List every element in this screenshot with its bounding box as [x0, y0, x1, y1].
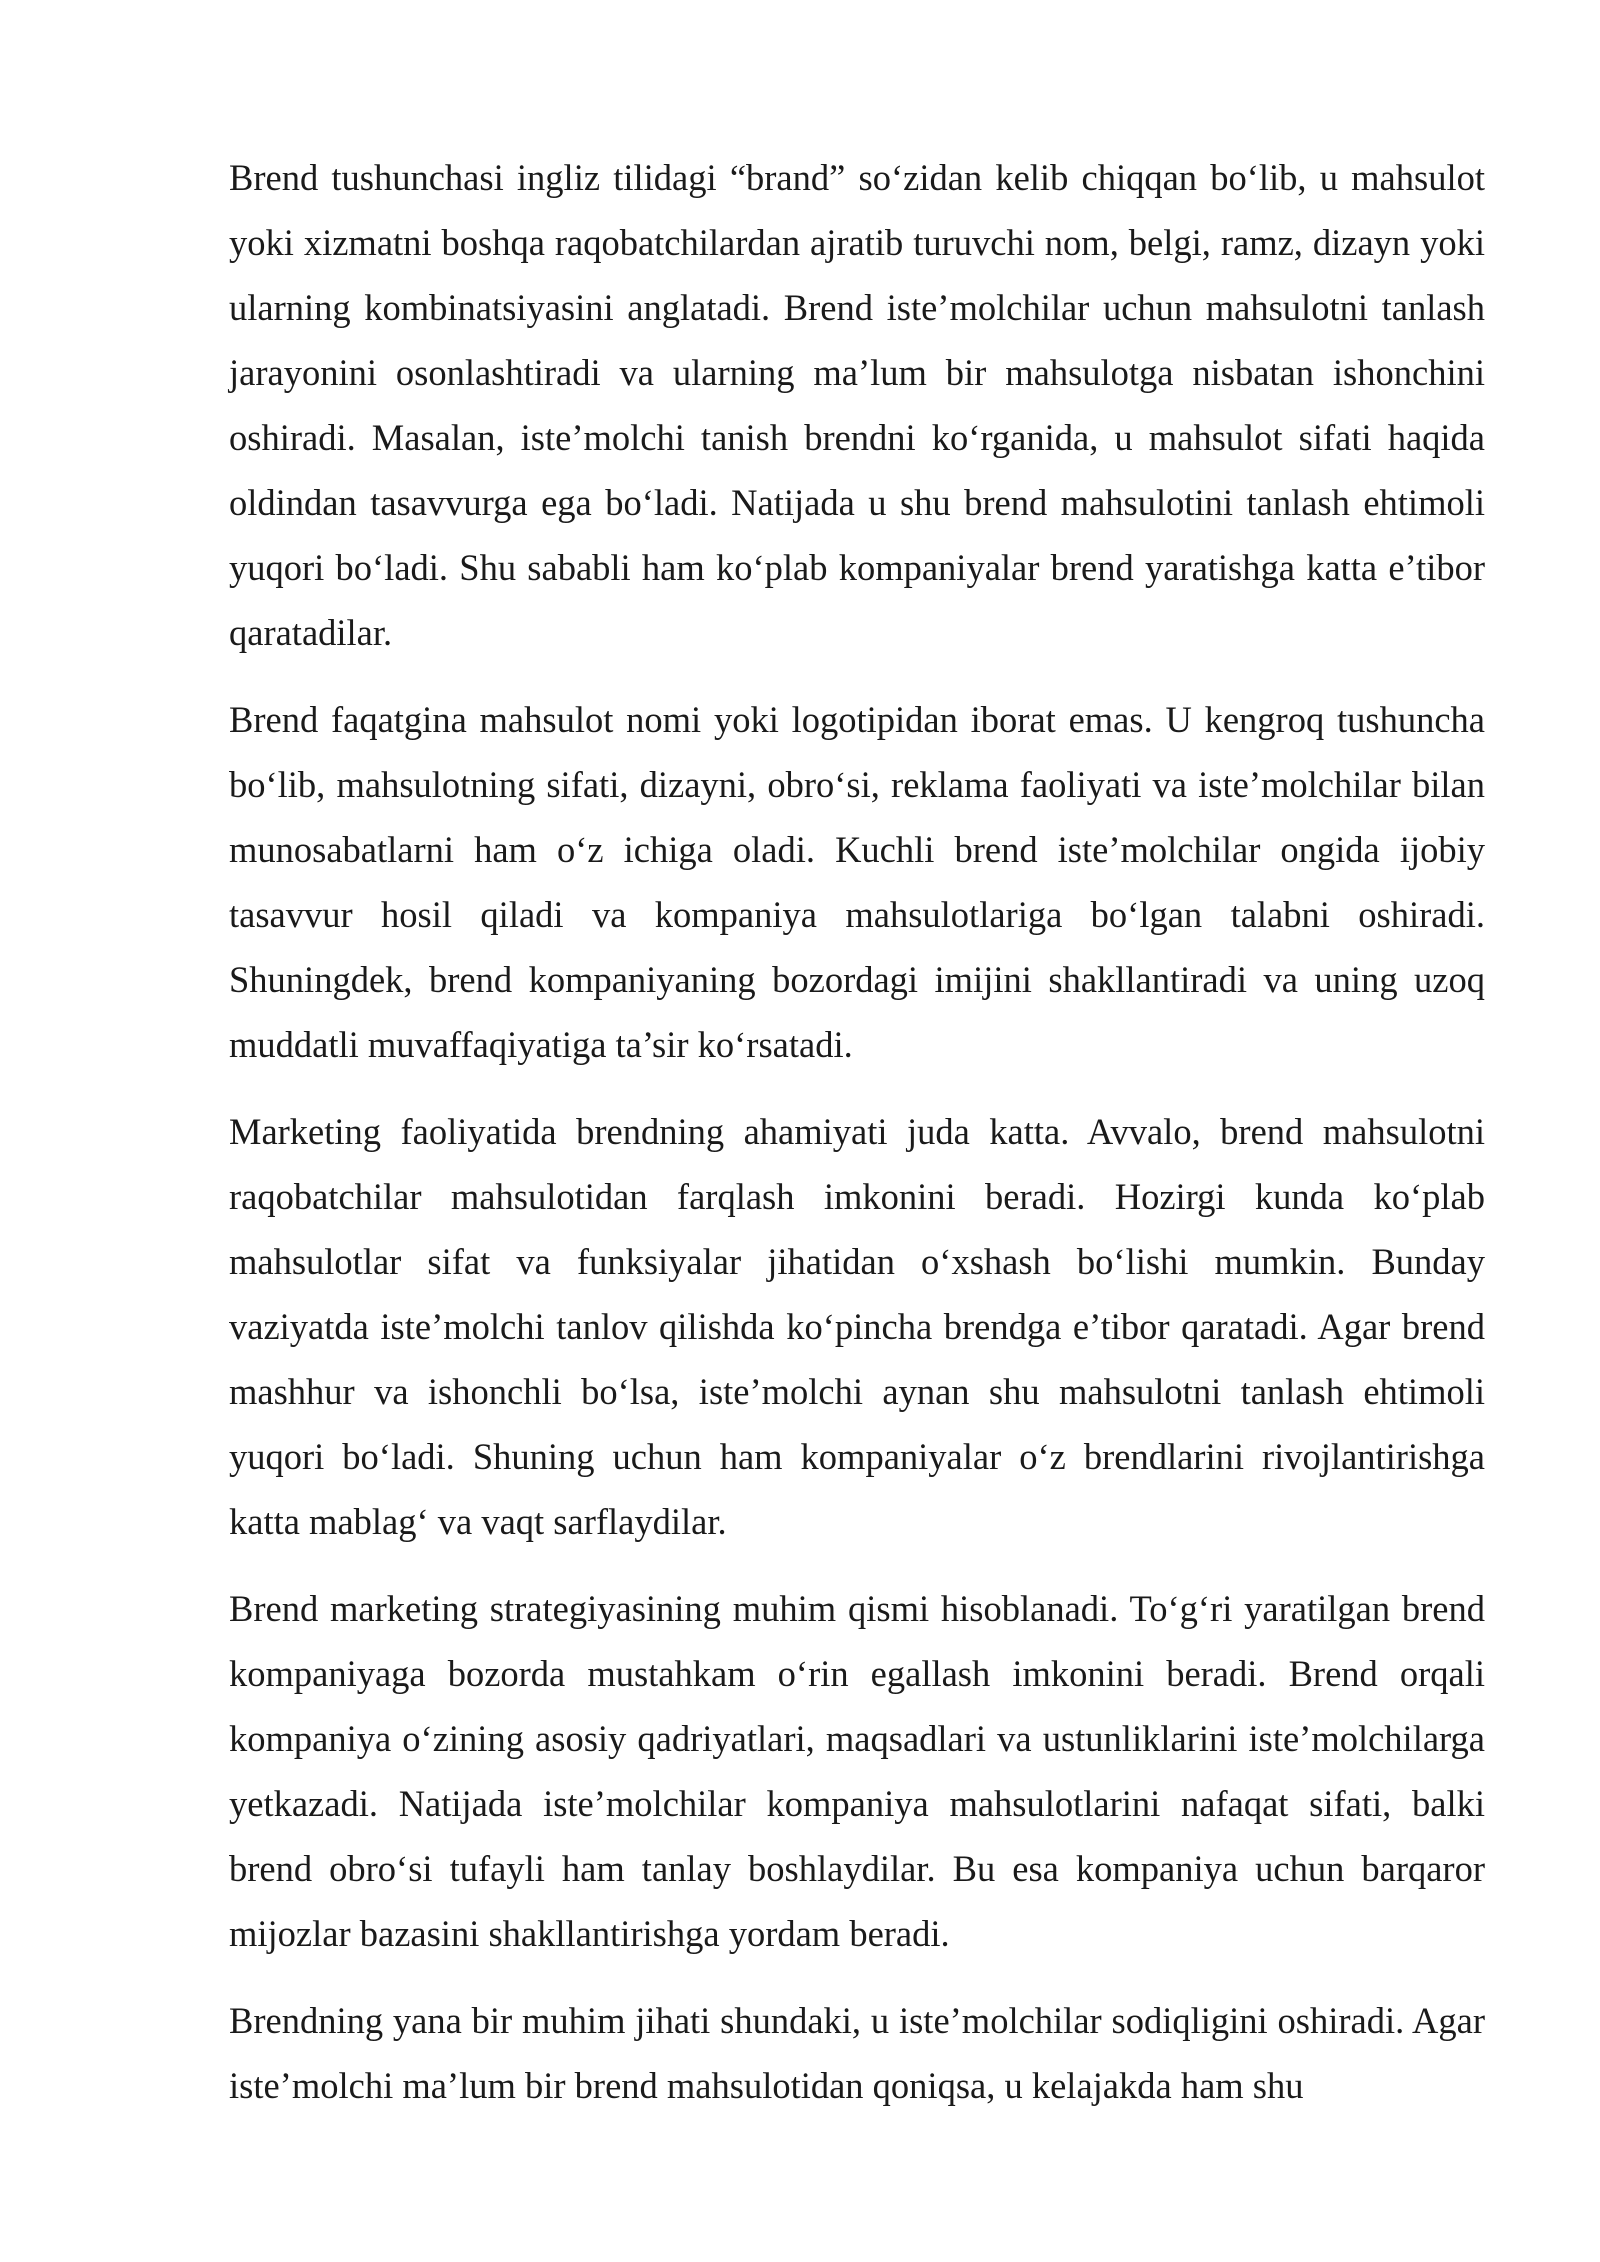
paragraph-brand-loyalty: Brendning yana bir muhim jihati shundaki, u iste’molchilar sodiqligini oshiradi. Agar iste’molchi ma’lum bir brend mahsulotidan qoniqsa, u kelajakda ham shu — [229, 2000, 1485, 2106]
paragraph-brand-marketing-importance: Marketing faoliyatida brendning ahamiyati juda katta. Avvalo, brend mahsulotni raqobatchilar mahsulotidan farqlash imkonini beradi. Hozirgi kunda ko‘plab mahsulotlar sifat va funksiyalar jihatidan o‘xshash bo‘lishi mumkin. Bunday vaziyatda iste’molchi tanlov qilishda ko‘pincha brendga e’tibor qaratadi. Agar brend mashhur va ishonchli bo‘lsa, iste’molchi aynan shu mahsulotni tanlash ehtimoli yuqori bo‘ladi. Shuning uchun ham kompaniyalar o‘z brendlarini rivojlantirishga katta mablag‘ va vaqt sarflaydilar. — [229, 1111, 1485, 1542]
paragraph-brand-scope: Brend faqatgina mahsulot nomi yoki logotipidan iborat emas. U kengroq tushuncha bo‘lib, mahsulotning sifati, dizayni, obro‘si, reklama faoliyati va iste’molchilar bilan munosabatlarni ham o‘z ichiga oladi. Kuchli brend iste’molchilar ongida ijobiy tasavvur hosil qiladi va kompaniya mahsulotlariga bo‘lgan talabni oshiradi. Shuningdek, brend kompaniyaning bozordagi imijini shakllantiradi va uning uzoq muddatli muvaffaqiyatiga ta’sir ko‘rsatadi. — [229, 699, 1485, 1065]
document-body — [229, 145, 1485, 2140]
paragraph-brand-definition: Brend tushunchasi ingliz tilidagi “brand” so‘zidan kelib chiqqan bo‘lib, u mahsulot yoki xizmatni boshqa raqobatchilardan ajratib turuvchi nom, belgi, ramz, dizayn yoki ularning kombinatsiyasini anglatadi. Brend iste’molchilar uchun mahsulotni tanlash jarayonini osonlashtiradi va ularning ma’lum bir mahsulotga nisbatan ishonchini oshiradi. Masalan, iste’molchi tanish brendni ko‘rganida, u mahsulot sifati haqida oldindan tasavvurga ega bo‘ladi. Natijada u shu brend mahsulotini tanlash ehtimoli yuqori bo‘ladi. Shu sababli ham ko‘plab kompaniyalar brend yaratishga katta e’tibor qaratadilar. — [229, 157, 1485, 653]
paragraph-brand-strategy: Brend marketing strategiyasining muhim qismi hisoblanadi. To‘g‘ri yaratilgan brend kompaniyaga bozorda mustahkam o‘rin egallash imkonini beradi. Brend orqali kompaniya o‘zining asosiy qadriyatlari, maqsadlari va ustunliklarini iste’molchilarga yetkazadi. Natijada iste’molchilar kompaniya mahsulotlarini nafaqat sifati, balki brend obro‘si tufayli ham tanlay boshlaydilar. Bu esa kompaniya uchun barqaror mijozlar bazasini shakllantirishga yordam beradi. — [229, 1588, 1485, 1954]
